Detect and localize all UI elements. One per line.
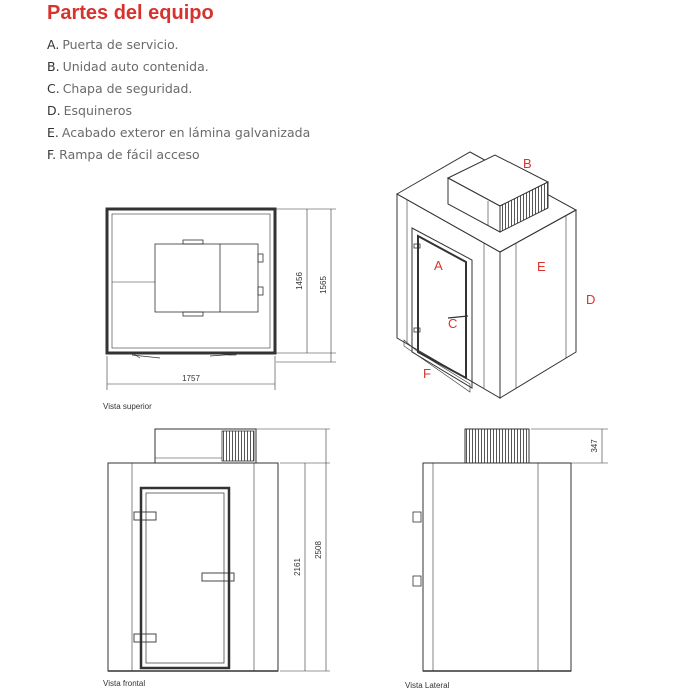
part-letter: B. bbox=[47, 59, 60, 74]
iso-label-f: F bbox=[423, 366, 431, 381]
iso-label-a: A bbox=[434, 258, 443, 273]
dim-front-door-label: 2161 bbox=[293, 558, 302, 576]
dim-top-width-label: 1757 bbox=[182, 374, 200, 383]
part-letter: F. bbox=[47, 147, 57, 162]
iso-label-e: E bbox=[537, 259, 546, 274]
part-letter: D. bbox=[47, 103, 61, 118]
top-view-walls bbox=[107, 209, 275, 353]
part-text: Chapa de seguridad. bbox=[62, 81, 193, 96]
part-text: Acabado exteror en lámina galvanizada bbox=[61, 125, 311, 140]
top-view-inner-walls bbox=[112, 214, 270, 348]
caption-front-view: Vista frontal bbox=[103, 679, 146, 688]
part-text: Esquineros bbox=[63, 103, 132, 118]
iso-condensing-unit bbox=[448, 155, 548, 232]
caption-top-view: Vista superior bbox=[103, 402, 152, 411]
page-title: Partes del equipo bbox=[47, 2, 214, 24]
caption-side-view: Vista Lateral bbox=[405, 681, 450, 690]
part-text: Rampa de fácil acceso bbox=[59, 147, 200, 162]
iso-label-c: C bbox=[448, 316, 458, 331]
dim-top-depth-outer-label: 1565 bbox=[319, 276, 328, 294]
part-letter: E. bbox=[47, 125, 59, 140]
iso-label-d: D bbox=[586, 292, 596, 307]
side-view bbox=[413, 429, 608, 671]
top-view bbox=[107, 209, 336, 390]
dim-top-width bbox=[107, 356, 275, 390]
dim-top-depth-inner-label: 1456 bbox=[295, 272, 304, 290]
part-text: Puerta de servicio. bbox=[62, 37, 179, 52]
front-view bbox=[108, 429, 330, 671]
part-letter: A. bbox=[47, 37, 60, 52]
part-text: Unidad auto contenida. bbox=[62, 59, 209, 74]
top-view-unit bbox=[112, 240, 263, 316]
dim-side-unit-label: 347 bbox=[590, 439, 599, 453]
part-letter: C. bbox=[47, 81, 60, 96]
dim-front-total-label: 2508 bbox=[314, 541, 323, 559]
iso-label-b: B bbox=[523, 156, 532, 171]
